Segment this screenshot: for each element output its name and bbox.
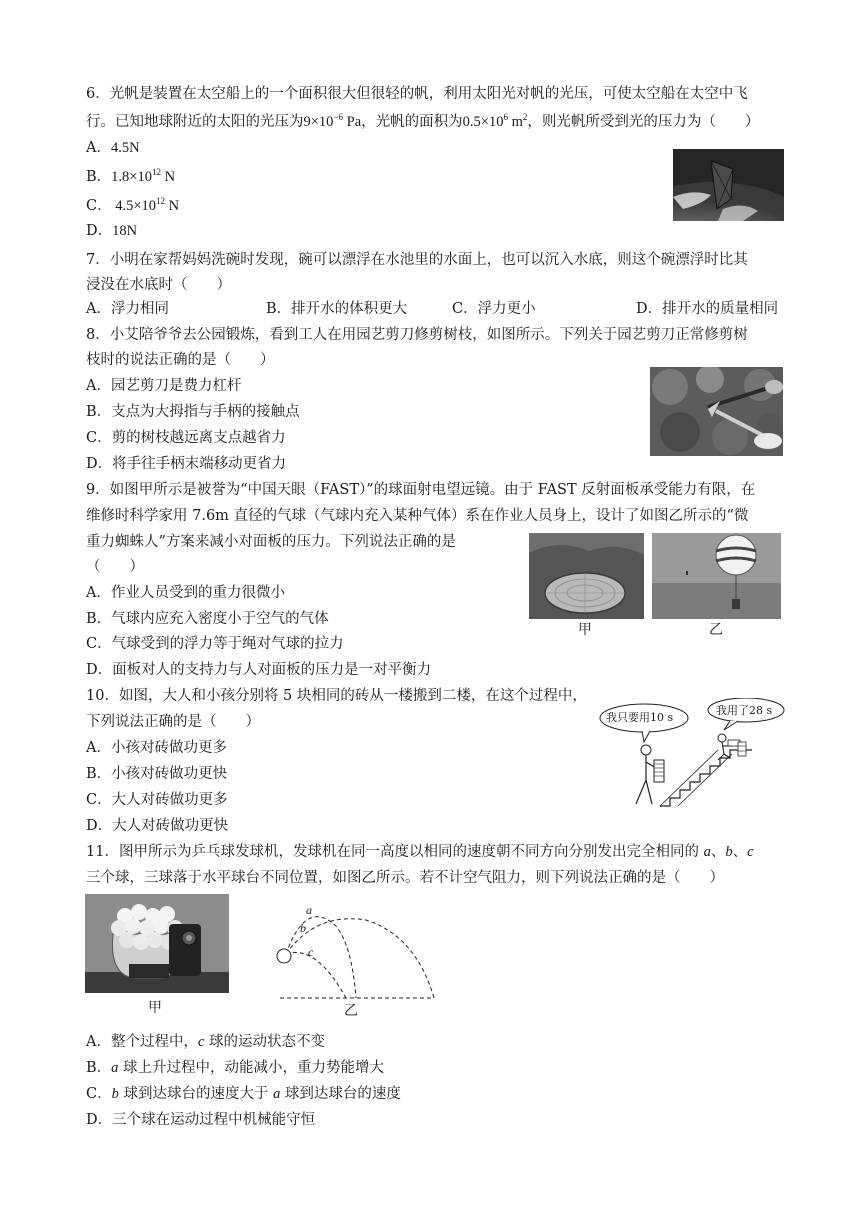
spider-man-balloon-photo <box>652 533 781 619</box>
child-speech-bubble: 我用了28 s <box>716 704 773 717</box>
q7-option-d: D．排开水的质量相同 <box>636 301 779 317</box>
q11-option-a: A．整个过程中，c 球的运动状态不变 <box>86 1034 326 1050</box>
q8-stem-line1: 8．小艾陪爷爷去公园锻炼，看到工人在用园艺剪刀修剪树枝，如图所示。下列关于园艺剪刀正常修剪树 <box>86 327 748 343</box>
q9-stem-line1: 9．如图甲所示是被誉为“中国天眼（FAST）”的球面射电望远镜。由于 FAST 反射面板承受能力有限，在 <box>86 482 756 498</box>
q9-option-c: C．气球受到的浮力等于绳对气球的拉力 <box>86 636 344 652</box>
trajectory-diagram <box>276 903 436 1002</box>
q6-option-c: C． $4.5\times 10^{12}$ N <box>86 196 180 214</box>
q11-caption-yi: 乙 <box>344 1003 358 1019</box>
q6-stem-line2: 行。已知地球附近的太阳的光压为$9\times 10^{-6}$ Pa，光帆的面积为$0.5\times 10^6$ $m^2$，则光帆所受到光的压力为（ ） <box>86 112 760 130</box>
trajectory-label-a: a <box>306 903 312 917</box>
q9-option-a: A．作业人员受到的重力很微小 <box>86 585 285 601</box>
q9-stem-line2: 维修时科学家用 7.6m 直径的气球（气球内充入某种气体）系在作业人员身上，设计了如图乙所示的“微 <box>86 508 749 524</box>
q6-stem-line1: 6．光帆是装置在太空船上的一个面积很大但很轻的帆，利用太阳光对帆的光压，可使太空船在太空中飞 <box>86 86 748 102</box>
q8-option-c: C．剪的树枝越远离支点越省力 <box>86 430 286 446</box>
q7-stem-line1: 7．小明在家帮妈妈洗碗时发现，碗可以漂浮在水池里的水面上，也可以沉入水底，则这个碗漂浮时比其 <box>86 252 748 268</box>
q10-option-c: C．大人对砖做功更多 <box>86 792 228 808</box>
garden-shears-photo <box>650 367 783 456</box>
q10-option-d: D．大人对砖做功更快 <box>86 818 229 834</box>
q8-option-d: D．将手往手柄末端移动更省力 <box>86 456 287 472</box>
q11-option-d: D．三个球在运动过程中机械能守恒 <box>86 1112 316 1128</box>
q9-stem-line4: （ ） <box>86 559 144 575</box>
q6-option-a: A．4.5N <box>86 140 140 156</box>
q7-option-c: C．浮力更小 <box>452 301 536 317</box>
q7-option-a: A．浮力相同 <box>86 301 169 317</box>
fast-telescope-photo <box>529 533 644 619</box>
solar-sail-photo <box>673 149 784 221</box>
q9-option-b: B．气球内应充入密度小于空气的气体 <box>86 611 329 627</box>
q11-option-c: C．b 球到达球台的速度大于 a 球到达球台的速度 <box>86 1086 401 1102</box>
trajectory-label-b: b <box>300 921 306 935</box>
q11-stem-line1: 11．图甲所示为乒乓球发球机，发球机在同一高度以相同的速度朝不同方向分别发出完全相同的 a、b、c <box>86 844 754 860</box>
stairs-illustration <box>594 698 788 810</box>
q9-stem-line3: 重力蜘蛛人”方案来减小对面板的压力。下列说法正确的是 <box>86 534 456 550</box>
q9-caption-yi: 乙 <box>709 622 723 638</box>
q8-option-a: A．园艺剪刀是费力杠杆 <box>86 378 242 394</box>
q7-stem-line2: 浸没在水底时（ ） <box>86 277 231 293</box>
q6-option-b: B．$1.8\times 10^{12}$ N <box>86 167 176 185</box>
q8-stem-line2: 枝时的说法正确的是（ ） <box>86 352 275 368</box>
q10-stem-line2: 下列说法正确的是（ ） <box>86 714 260 730</box>
q11-caption-jia: 甲 <box>148 1000 162 1016</box>
q9-option-d: D．面板对人的支持力与人对面板的压力是一对平衡力 <box>86 662 432 678</box>
adult-speech-bubble: 我只要用10 s <box>606 711 674 724</box>
q10-option-b: B．小孩对砖做功更快 <box>86 766 228 782</box>
q8-option-b: B．支点为大拇指与手柄的接触点 <box>86 404 300 420</box>
q11-stem-line2: 三个球，三球落于水平球台不同位置，如图乙所示。若不计空气阻力，则下列说法正确的是（ ） <box>86 870 724 886</box>
q7-option-b: B．排开水的体积更大 <box>266 301 408 317</box>
ping-pong-launcher-photo <box>85 894 229 993</box>
q11-option-b: B．a 球上升过程中，动能减小，重力势能增大 <box>86 1060 385 1076</box>
q6-option-d: D．18N <box>86 223 138 239</box>
trajectory-label-c: c <box>308 945 314 959</box>
q10-stem-line1: 10．如图，大人和小孩分别将 5 块相同的砖从一楼搬到二楼，在这个过程中， <box>86 688 587 704</box>
q10-option-a: A．小孩对砖做功更多 <box>86 740 227 756</box>
q9-caption-jia: 甲 <box>578 622 592 638</box>
